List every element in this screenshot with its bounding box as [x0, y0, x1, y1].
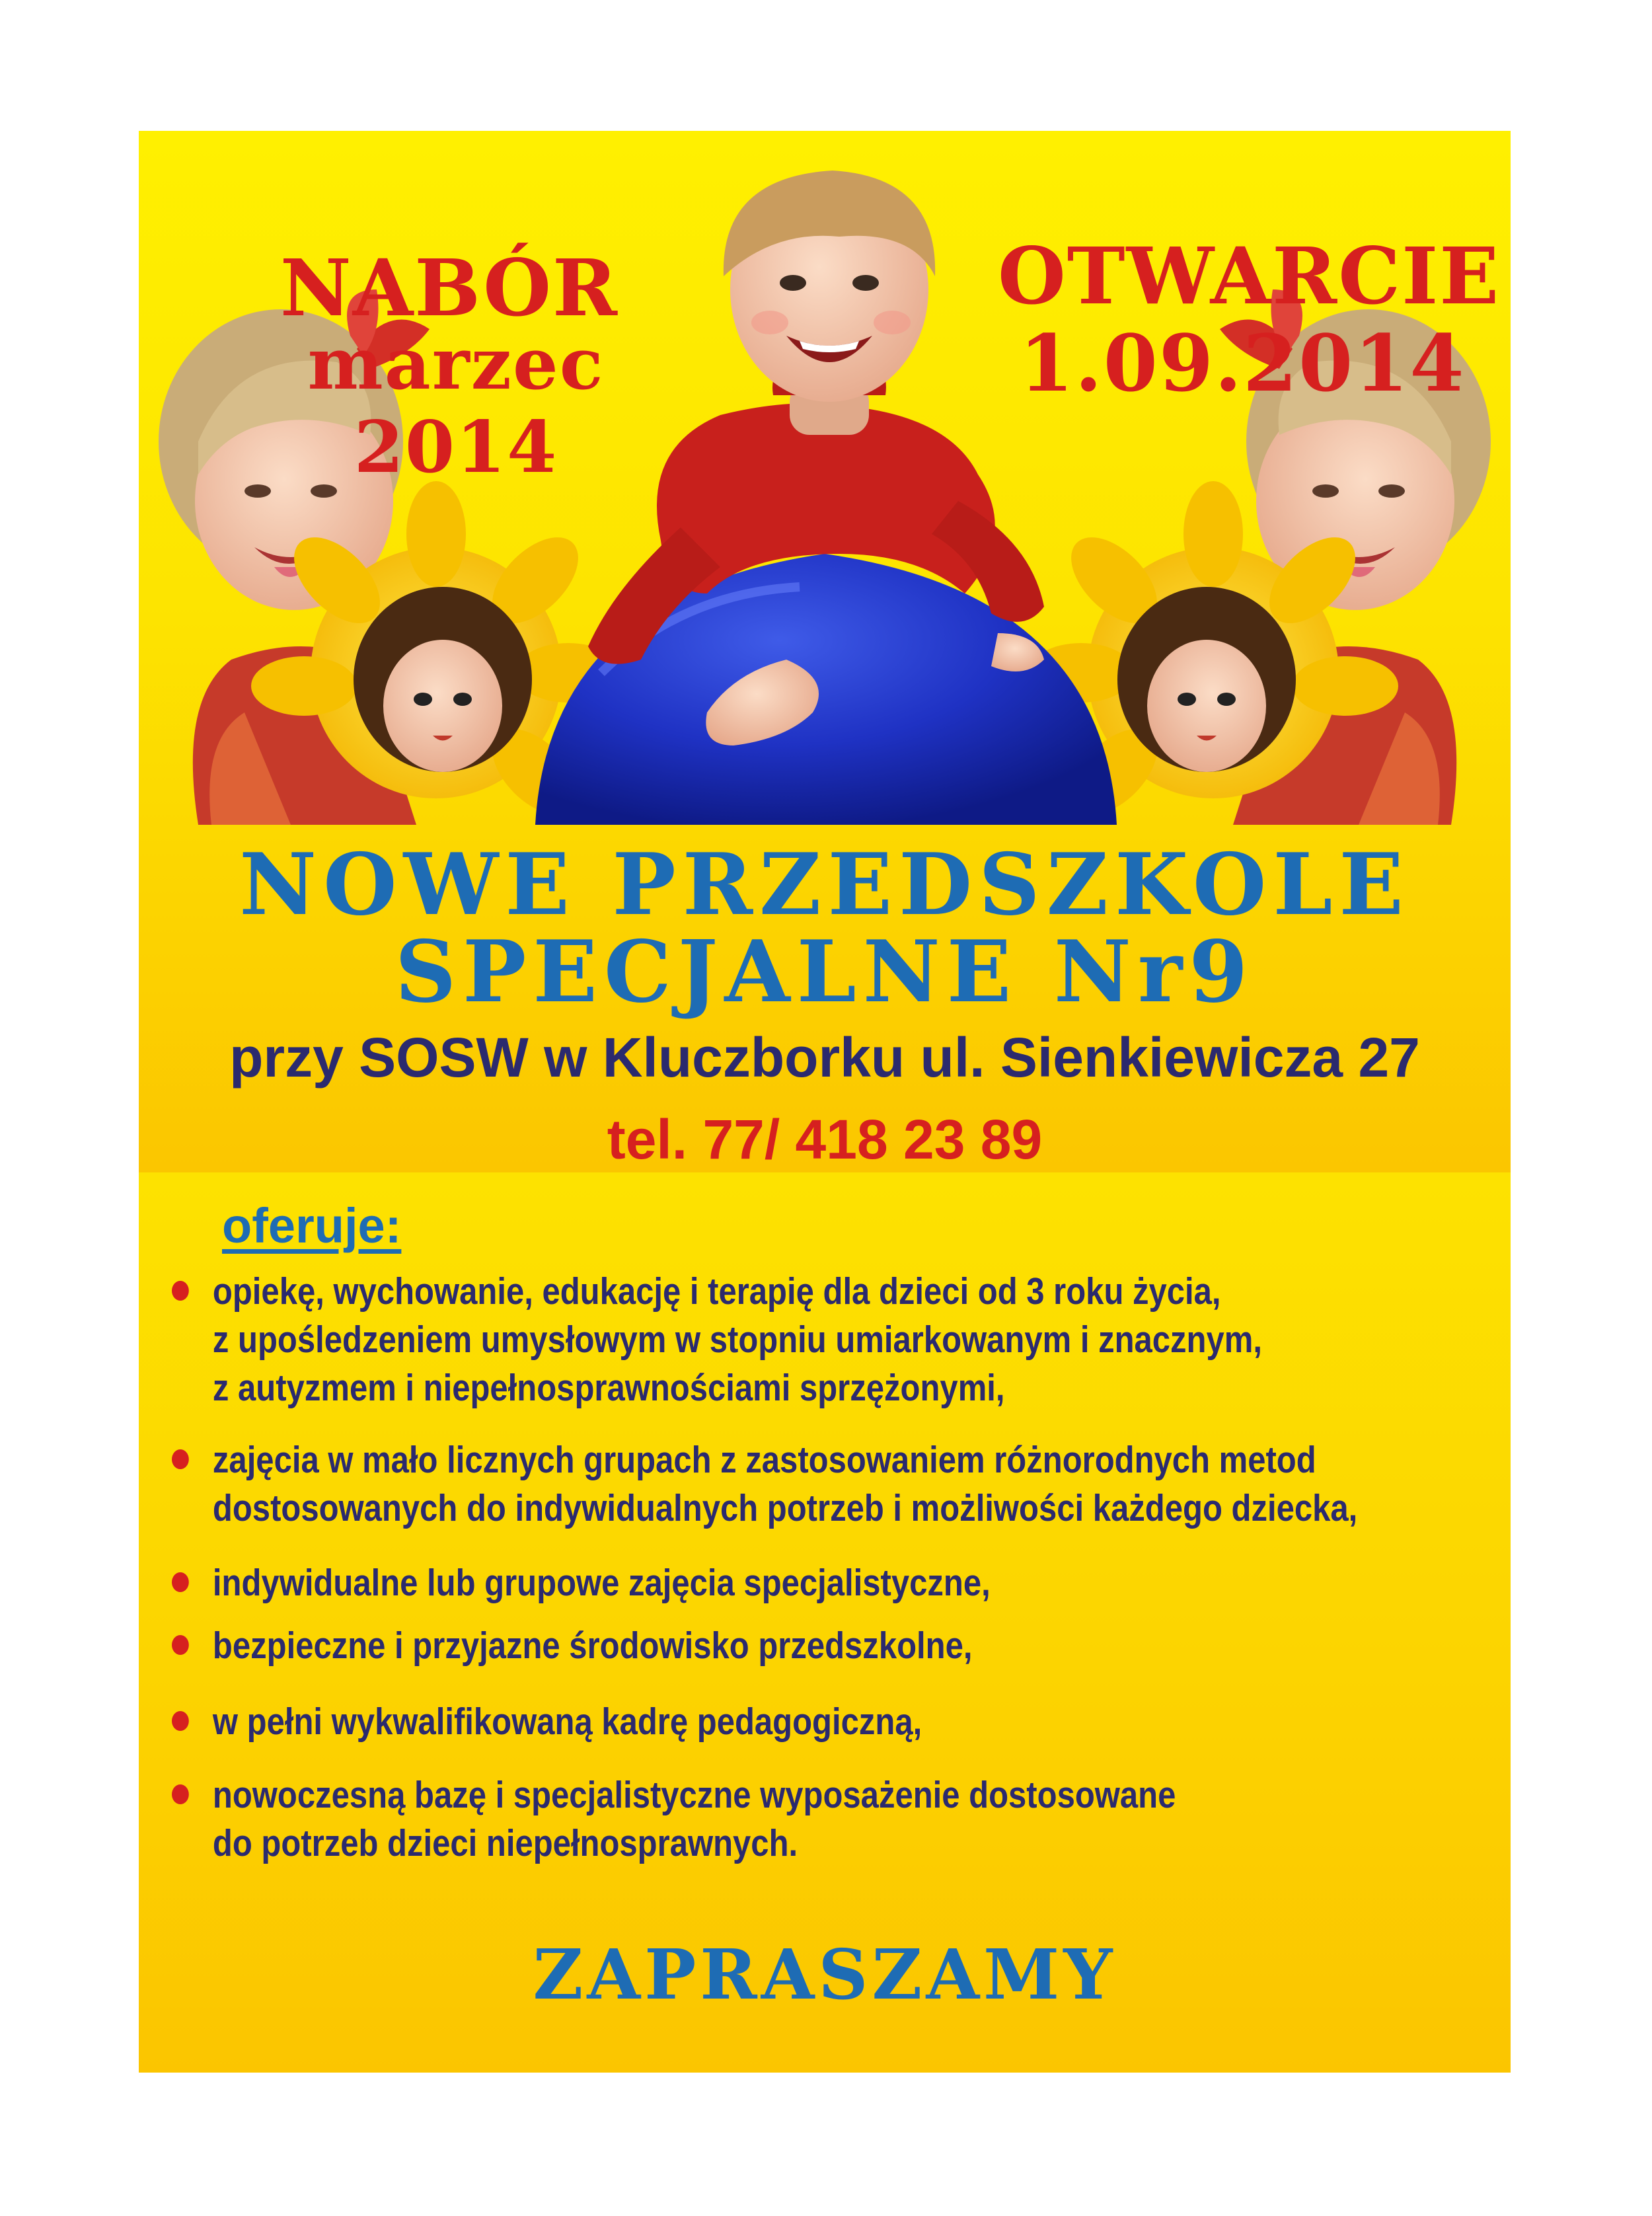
opening-title: OTWARCIE: [998, 230, 1501, 322]
bullet-icon: [172, 1711, 189, 1731]
recruitment-date: marzec 2014: [307, 323, 605, 489]
offer-item-line: indywidualne lub grupowe zajęcia specjalistyczne,: [212, 1562, 991, 1604]
offer-list: [172, 1268, 1493, 1868]
offer-item-line: z upośledzeniem umysłowym w stopniu umiarkowanym i znacznym,: [212, 1318, 1262, 1361]
bullet-icon: [172, 1784, 189, 1804]
offer-item: [172, 1268, 1308, 1412]
offer-item-line: do potrzeb dzieci niepełnosprawnych.: [212, 1822, 798, 1864]
bullet-icon: [172, 1281, 189, 1301]
offer-heading: oferuje:: [222, 1198, 402, 1253]
offer-item-line: bezpieczne i przyjazne środowisko przedszkolne,: [212, 1624, 973, 1667]
school-name-line1: NOWE PRZEDSZKOLE: [239, 835, 1410, 935]
offer-item: [172, 1436, 1358, 1533]
closing-invitation: ZAPRASZAMY: [533, 1934, 1117, 2015]
offer-item: [172, 1622, 1308, 1670]
offer-item: [172, 1698, 1308, 1746]
poster: [139, 131, 1511, 2073]
offer-item: [172, 1771, 1308, 1868]
opening-date: 1.09.2014: [1019, 317, 1466, 409]
school-address: przy SOSW w Kluczborku ul. Sienkiewicza 27: [229, 1026, 1420, 1089]
offer-item-line: zajęcia w mało licznych grupach z zastosowaniem różnorodnych metod: [212, 1439, 1316, 1481]
offer-item-line: opiekę, wychowanie, edukację i terapię dla dzieci od 3 roku życia,: [212, 1270, 1221, 1313]
offer-item-line: nowoczesną bazę i specjalistyczne wyposażenie dostosowane: [212, 1774, 1176, 1816]
school-phone: tel. 77/ 418 23 89: [607, 1108, 1043, 1170]
offer-item-line: w pełni wykwalifikowaną kadrę pedagogiczną,: [212, 1700, 922, 1743]
recruitment-title: NABÓR: [280, 242, 619, 334]
bullet-icon: [172, 1449, 189, 1469]
offer-item-line: dostosowanych do indywidualnych potrzeb i możliwości każdego dziecka,: [212, 1487, 1358, 1529]
school-name-line2: SPECJALNE Nr9: [394, 923, 1255, 1022]
offer-item-line: z autyzmem i niepełnosprawnościami sprzężonymi,: [212, 1367, 1005, 1409]
bullet-icon: [172, 1635, 189, 1655]
offer-item: [172, 1559, 1308, 1607]
bullet-icon: [172, 1572, 189, 1592]
